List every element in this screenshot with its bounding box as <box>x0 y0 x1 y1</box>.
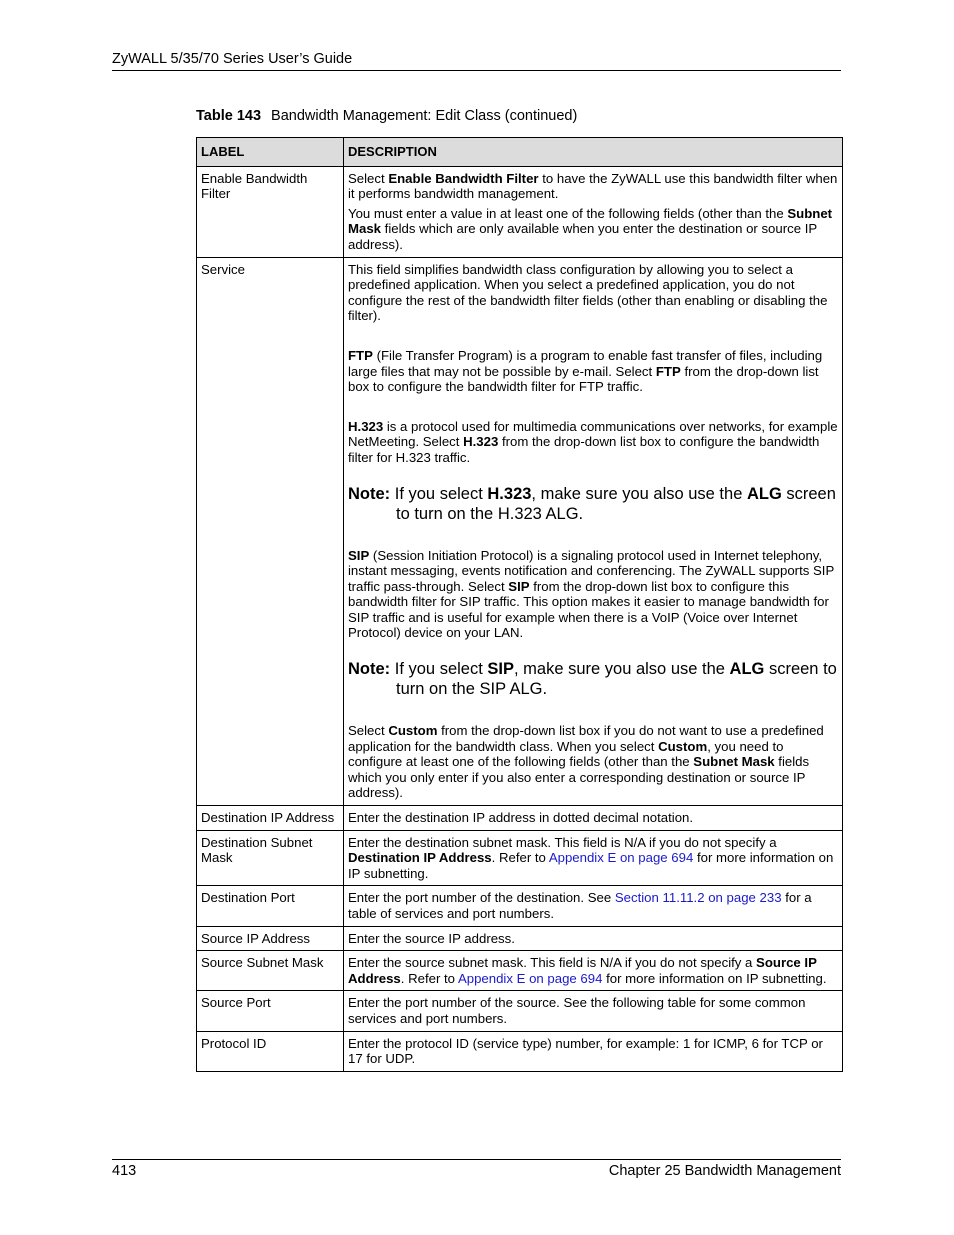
row-label: Source IP Address <box>197 926 344 951</box>
table-row <box>197 166 843 257</box>
appendix-e-link[interactable]: Appendix E on page 694 <box>457 970 603 986</box>
section-link[interactable]: Section 11.11.2 on page 233 <box>614 890 782 906</box>
table-row <box>197 991 843 1031</box>
guide-title: ZyWALL 5/35/70 Series User’s Guide <box>112 51 353 67</box>
table-row <box>197 886 843 926</box>
sip-note: Note: If you select SIP, make sure you also use the ALG screen to turn on the SIP ALG. <box>348 660 837 699</box>
table-row <box>197 926 843 951</box>
row-description: Enter the port number of the destination. See Section 11.11.2 on page 233 for a table of services and port numbers. <box>344 886 843 926</box>
row-label: Destination Port <box>197 886 344 926</box>
row-label: Destination IP Address <box>197 806 344 831</box>
row-description: Enter the source IP address. <box>344 926 843 951</box>
description-paragraph: You must enter a value in at least one of the following fields (other than the Subnet Mask fields which are only available when you enter the destination or source IP address). <box>348 205 833 252</box>
description-column-header: DESCRIPTION <box>344 138 843 167</box>
row-description <box>344 257 843 805</box>
row-label: Enable Bandwidth Filter <box>197 166 344 257</box>
row-description: Enter the destination IP address in dotted decimal notation. <box>344 806 843 831</box>
table-number: Table 143 <box>196 108 262 124</box>
table-row <box>197 806 843 831</box>
ftp-paragraph: FTP (File Transfer Program) is a program to enable fast transfer of files, including large files that may not be possible by e-mail. Select FTP from the drop-down list box to configure the bandwidth filter for FTP traffic. <box>348 347 823 395</box>
row-description: Enter the destination subnet mask. This field is N/A if you do not specify a Destination IP Address. Refer to Appendix E on page 694 for more information on IP subnetting. <box>344 830 843 886</box>
table-caption <box>196 108 577 124</box>
label-column-header: LABEL <box>197 138 344 167</box>
edit-class-table <box>196 137 843 1072</box>
table-row <box>197 1031 843 1071</box>
row-description: Enter the port number of the source. See the following table for some common services and port numbers. <box>344 991 843 1031</box>
row-label: Source Subnet Mask <box>197 951 344 991</box>
description-paragraph: This field simplifies bandwidth class configuration by allowing you to select a predefined application. When you select a predefined application, you do not configure the rest of the bandwidth filter fields (other than enabling or disabling the filter). <box>348 261 828 324</box>
chapter-title: Chapter 25 Bandwidth Management <box>608 1163 841 1179</box>
table-title: Bandwidth Management: Edit Class (continued) <box>271 108 578 124</box>
table-row <box>197 257 843 805</box>
h323-paragraph: H.323 is a protocol used for multimedia communications over networks, for example NetMeeting. Select H.323 from the drop-down list box to configure the bandwidth filter for H.323 traffic. <box>348 418 838 465</box>
row-label: Source Port <box>197 991 344 1031</box>
table-row <box>197 951 843 991</box>
table-header-row <box>197 138 843 167</box>
sip-paragraph: SIP (Session Initiation Protocol) is a signaling protocol used in Internet telephony, instant messaging, events notification and conferencing. The ZyWALL supports SIP traffic pass-through. Select SIP from the drop-down list box to configure this bandwidth filter for SIP traffic. This option makes it easier to manage bandwidth for SIP traffic and is useful for example when there is a VoIP (Voice over Internet Protocol) device on your LAN. <box>348 547 835 641</box>
table-row <box>197 830 843 886</box>
row-label: Destination Subnet Mask <box>197 830 344 886</box>
row-description: Enter the protocol ID (service type) number, for example: 1 for ICMP, 6 for TCP or 17 for UDP. <box>344 1031 843 1071</box>
description-paragraph: Select Enable Bandwidth Filter to have the ZyWALL use this bandwidth filter when it performs bandwidth management. <box>348 170 838 202</box>
page-footer <box>112 1159 841 1179</box>
custom-paragraph: Select Custom from the drop-down list box if you do not want to use a predefined application for the bandwidth class. When you select Custom, you need to configure at least one of the following fields (other than the Subnet Mask fields which you only enter if you also enter a corresponding destination or source IP address). <box>348 723 824 801</box>
row-description <box>344 166 843 257</box>
appendix-e-link[interactable]: Appendix E on page 694 <box>548 850 694 866</box>
h323-note: Note: If you select H.323, make sure you also use the ALG screen to turn on the H.323 ALG. <box>348 484 836 523</box>
page-header <box>112 51 841 71</box>
row-label: Protocol ID <box>197 1031 344 1071</box>
page-number: 413 <box>112 1163 137 1179</box>
row-label: Service <box>197 257 344 805</box>
row-description: Enter the source subnet mask. This field is N/A if you do not specify a Source IP Address. Refer to Appendix E on page 694 for more information on IP subnetting. <box>344 951 843 991</box>
